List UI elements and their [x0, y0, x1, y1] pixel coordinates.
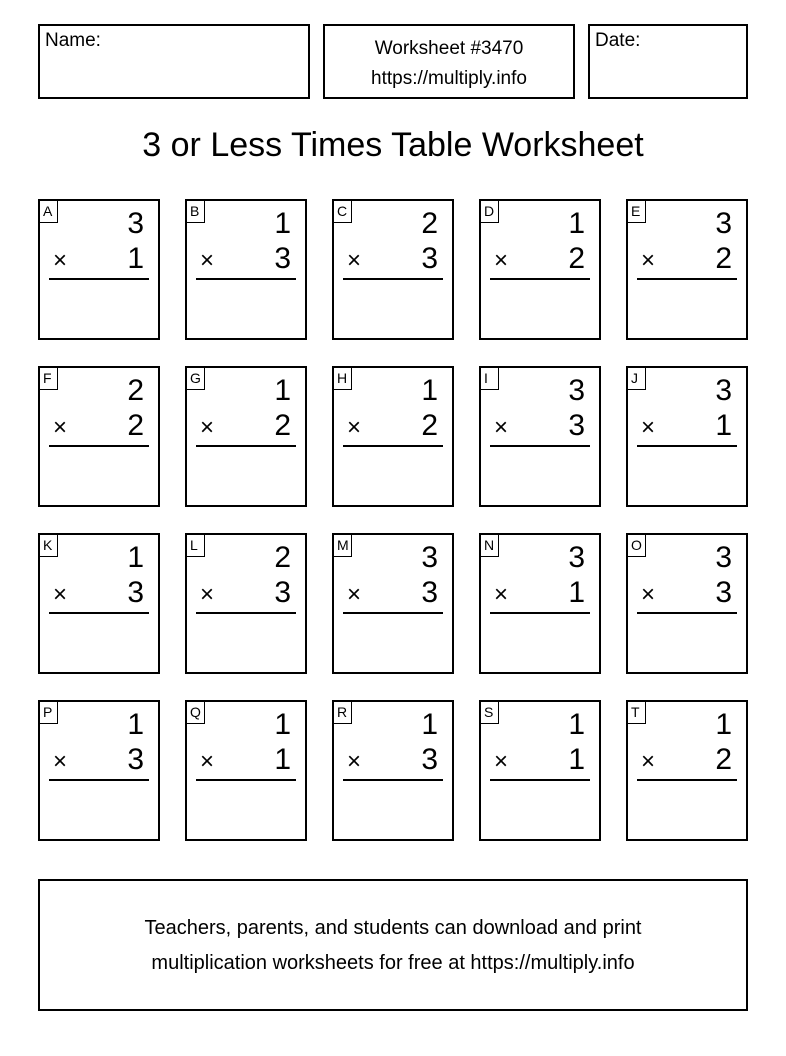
problem-card[interactable] — [185, 199, 307, 340]
answer-line — [196, 445, 296, 447]
problem-card[interactable] — [185, 366, 307, 507]
problem-card[interactable] — [332, 533, 454, 674]
answer-line — [196, 612, 296, 614]
times-sign: × — [200, 748, 215, 775]
problem-card[interactable] — [479, 366, 601, 507]
multiplicand: 3 — [421, 541, 438, 574]
footer-line-2: multiplication worksheets for free at https://multiply.info — [151, 952, 635, 974]
worksheet-number: Worksheet #3470 — [374, 38, 524, 59]
name-label: Name: — [45, 30, 101, 51]
problem-letter: F — [39, 367, 58, 390]
answer-line — [49, 779, 149, 781]
multiplicand: 3 — [715, 541, 732, 574]
worksheet-url: https://multiply.info — [371, 68, 527, 89]
multiplier: 3 — [421, 743, 438, 776]
problem-card[interactable] — [185, 700, 307, 841]
answer-line — [49, 278, 149, 280]
answer-line — [343, 278, 443, 280]
multiplier: 1 — [568, 576, 585, 609]
multiplier: 3 — [568, 409, 585, 442]
answer-line — [490, 612, 590, 614]
problem-letter: M — [333, 534, 352, 557]
multiplicand: 3 — [715, 207, 732, 240]
problem-letter: J — [627, 367, 646, 390]
problem-letter: I — [480, 367, 499, 390]
problem-letter: N — [480, 534, 499, 557]
problem-letter: K — [39, 534, 58, 557]
times-sign: × — [200, 414, 215, 441]
times-sign: × — [494, 414, 509, 441]
multiplier: 3 — [421, 242, 438, 275]
times-sign: × — [494, 748, 509, 775]
multiplicand: 2 — [127, 374, 144, 407]
multiplicand: 1 — [568, 708, 585, 741]
multiplicand: 1 — [274, 374, 291, 407]
times-sign: × — [641, 748, 656, 775]
problem-letter: G — [186, 367, 205, 390]
problem-letter: S — [480, 701, 499, 724]
problem-letter: Q — [186, 701, 205, 724]
problem-card[interactable] — [626, 533, 748, 674]
multiplicand: 1 — [274, 207, 291, 240]
multiplier: 3 — [274, 576, 291, 609]
multiplier: 2 — [715, 242, 732, 275]
multiplier: 2 — [274, 409, 291, 442]
times-sign: × — [53, 414, 68, 441]
multiplier: 1 — [715, 409, 732, 442]
times-sign: × — [347, 581, 362, 608]
problem-letter: O — [627, 534, 646, 557]
multiplicand: 1 — [274, 708, 291, 741]
problem-card[interactable] — [38, 199, 160, 340]
times-sign: × — [494, 581, 509, 608]
times-sign: × — [641, 581, 656, 608]
answer-line — [637, 278, 737, 280]
multiplier: 2 — [127, 409, 144, 442]
multiplicand: 1 — [421, 374, 438, 407]
problem-card[interactable] — [332, 366, 454, 507]
problem-letter: P — [39, 701, 58, 724]
multiplicand: 1 — [127, 708, 144, 741]
problem-card[interactable] — [38, 700, 160, 841]
answer-line — [196, 278, 296, 280]
problem-letter: A — [39, 200, 58, 223]
problem-card[interactable] — [626, 199, 748, 340]
answer-line — [343, 779, 443, 781]
multiplicand: 1 — [421, 708, 438, 741]
problem-letter: D — [480, 200, 499, 223]
answer-line — [490, 779, 590, 781]
footer-line-1: Teachers, parents, and students can download and print — [144, 917, 642, 939]
answer-line — [343, 445, 443, 447]
problem-card[interactable] — [626, 366, 748, 507]
multiplier: 2 — [568, 242, 585, 275]
answer-line — [637, 445, 737, 447]
multiplier: 3 — [715, 576, 732, 609]
times-sign: × — [347, 247, 362, 274]
times-sign: × — [200, 247, 215, 274]
times-sign: × — [641, 247, 656, 274]
date-label: Date: — [595, 30, 641, 51]
times-sign: × — [53, 247, 68, 274]
answer-line — [637, 612, 737, 614]
multiplicand: 2 — [421, 207, 438, 240]
problem-card[interactable] — [38, 366, 160, 507]
problem-card[interactable] — [38, 533, 160, 674]
multiplier: 1 — [127, 242, 144, 275]
multiplier: 1 — [568, 743, 585, 776]
problem-card[interactable] — [332, 700, 454, 841]
answer-line — [490, 445, 590, 447]
times-sign: × — [641, 414, 656, 441]
problem-card[interactable] — [185, 533, 307, 674]
answer-line — [49, 445, 149, 447]
multiplier: 3 — [274, 242, 291, 275]
multiplicand: 1 — [568, 207, 585, 240]
times-sign: × — [200, 581, 215, 608]
times-sign: × — [494, 247, 509, 274]
multiplicand: 3 — [127, 207, 144, 240]
problem-card[interactable] — [332, 199, 454, 340]
problem-card[interactable] — [479, 700, 601, 841]
answer-line — [343, 612, 443, 614]
answer-line — [490, 278, 590, 280]
times-sign: × — [53, 581, 68, 608]
problem-letter: C — [333, 200, 352, 223]
multiplier: 3 — [127, 576, 144, 609]
answer-line — [49, 612, 149, 614]
multiplicand: 1 — [715, 708, 732, 741]
problem-card[interactable] — [479, 533, 601, 674]
times-sign: × — [347, 414, 362, 441]
multiplier: 3 — [421, 576, 438, 609]
times-sign: × — [347, 748, 362, 775]
problem-letter: E — [627, 200, 646, 223]
answer-line — [196, 779, 296, 781]
problem-card[interactable] — [626, 700, 748, 841]
multiplicand: 2 — [274, 541, 291, 574]
page-title: 3 or Less Times Table Worksheet — [142, 126, 644, 164]
multiplicand: 1 — [127, 541, 144, 574]
multiplier: 1 — [274, 743, 291, 776]
times-sign: × — [53, 748, 68, 775]
multiplicand: 3 — [568, 374, 585, 407]
footer-box — [38, 879, 748, 1011]
problem-card[interactable] — [479, 199, 601, 340]
multiplier: 2 — [421, 409, 438, 442]
multiplier: 3 — [127, 743, 144, 776]
problem-letter: T — [627, 701, 646, 724]
problem-letter: R — [333, 701, 352, 724]
multiplier: 2 — [715, 743, 732, 776]
problem-letter: H — [333, 367, 352, 390]
problem-letter: B — [186, 200, 205, 223]
answer-line — [637, 779, 737, 781]
multiplicand: 3 — [568, 541, 585, 574]
multiplicand: 3 — [715, 374, 732, 407]
problem-letter: L — [186, 534, 205, 557]
